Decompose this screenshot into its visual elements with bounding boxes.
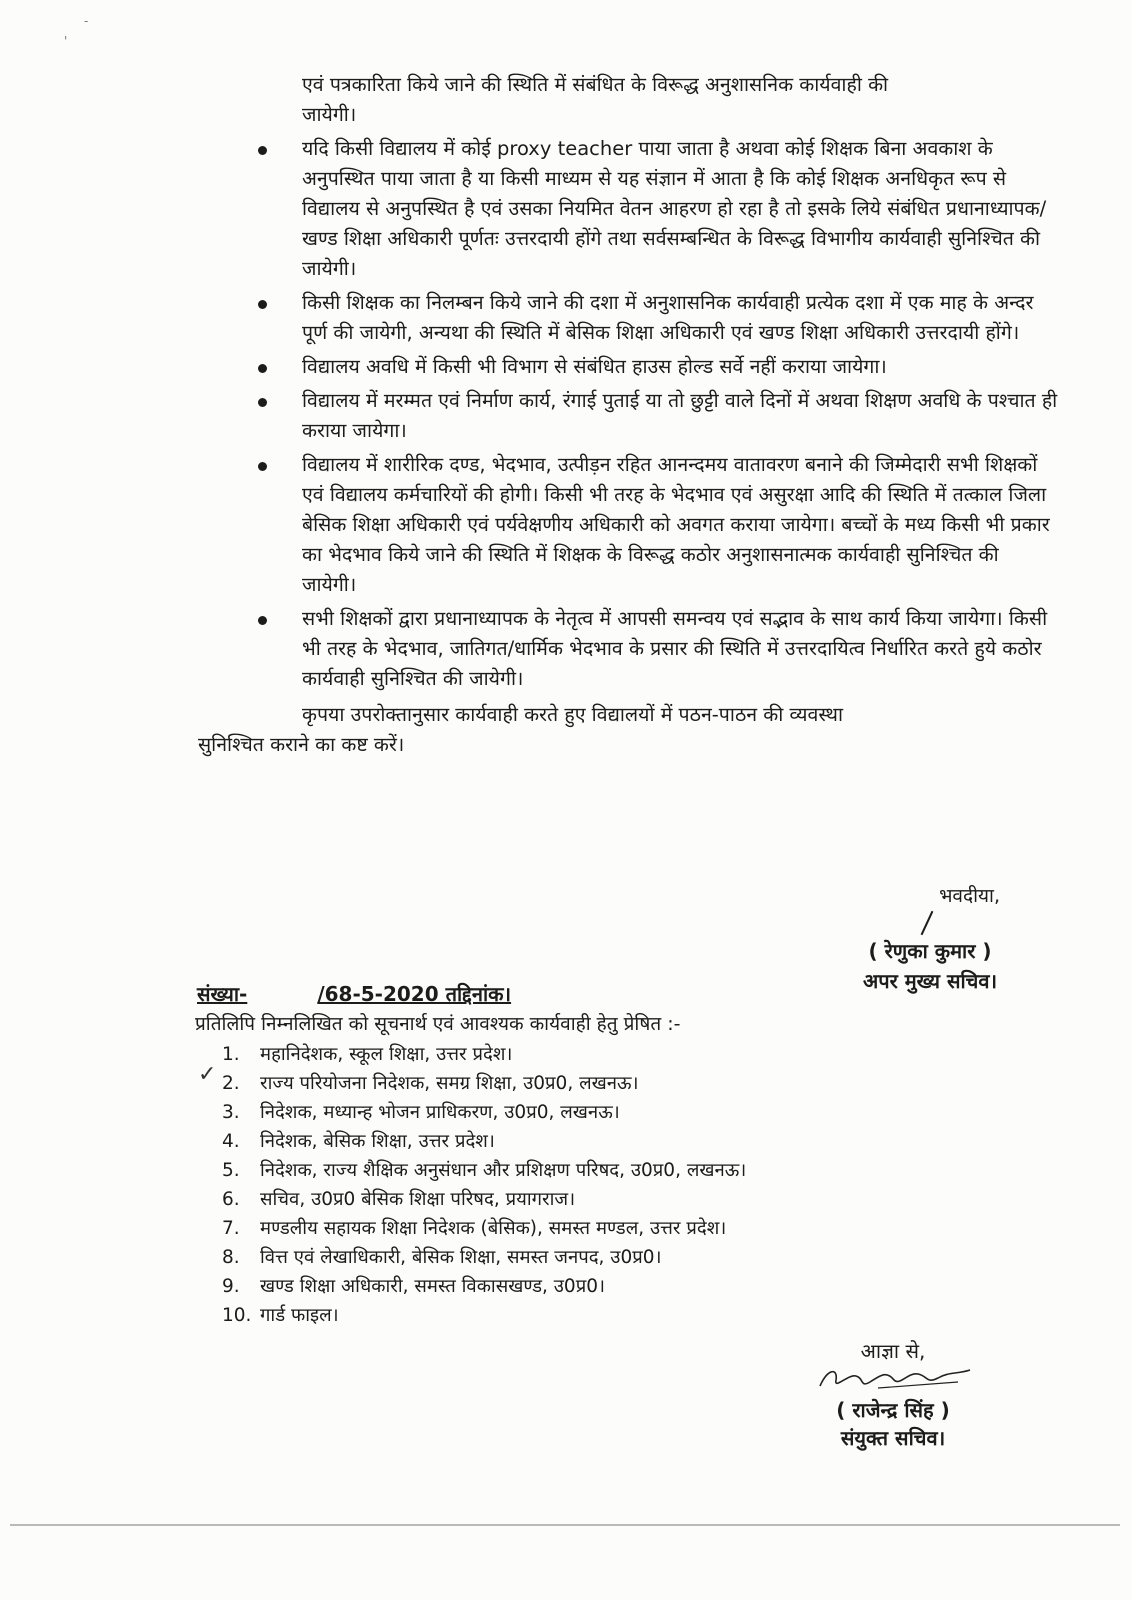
by-order-text: आज्ञा से, bbox=[860, 1339, 926, 1363]
bullet-text: सभी शिक्षकों द्वारा प्रधानाध्यापक के नेतृत्व में आपसी समन्वय एवं सद्भाव के साथ कार्य किया जायेगा। किसी भी तरह के भेदभाव, जातिगत/धार्मिक भेदभाव के प्रसार की स्थिति में उत्तरदायित्व निर्धारित करते हुये कठोर कार्यवाही सुनिश्चित की जायेगी। bbox=[302, 607, 1048, 690]
list-item: 1. महानिदेशक, स्कूल शिक्षा, उत्तर प्रदेश। bbox=[222, 1044, 513, 1065]
reference-value: /68-5-2020 तद्दिनांक। bbox=[317, 982, 512, 1006]
handwritten-signature-icon bbox=[808, 1364, 978, 1392]
list-item: 9. खण्ड शिक्षा अधिकारी, समस्त विकासखण्ड, उ0प्र0। bbox=[222, 1276, 605, 1297]
closing-paragraph bbox=[198, 700, 1058, 760]
signature-stroke-icon bbox=[921, 911, 934, 935]
bullet-text: विद्यालय में मरम्मत एवं निर्माण कार्य, रंगाई पुताई या तो छुट्टी वाले दिनों में अथवा शिक्षण अवधि के पश्चात ही कराया जायेगा। bbox=[302, 389, 1058, 442]
signatory-name: ( राजेन्द्र सिंह ) bbox=[836, 1398, 950, 1422]
list-item: 8. वित्त एवं लेखाधिकारी, बेसिक शिक्षा, समस्त जनपद, उ0प्र0। bbox=[222, 1247, 662, 1268]
bullet-item bbox=[258, 604, 1058, 694]
bullet-icon bbox=[258, 300, 267, 309]
bullet-text: विद्यालय में शारीरिक दण्ड, भेदभाव, उत्पीड़न रहित आनन्दमय वातावरण बनाने की जिम्मेदारी सभी शिक्षकों एवं विद्यालय कर्मचारियों की होगी। किसी भी तरह के भेदभाव एवं असुरक्षा आदि की स्थिति में तत्काल जिला बेसिक शिक्षा अधिकारी एवं पर्यवेक्षणीय अधिकारी को अवगत कराया जायेगा। बच्चों के मध्य किसी भी प्रकार का भेदभाव किये जाने की स्थिति में शिक्षक के विरूद्ध कठोर अनुशासनात्मक कार्यवाही सुनिश्चित की जायेगी। bbox=[302, 453, 1050, 596]
bullet-text: विद्यालय अवधि में किसी भी विभाग से संबंधित हाउस होल्ड सर्वे नहीं कराया जायेगा। bbox=[302, 355, 887, 378]
closing-line: कृपया उपरोक्तानुसार कार्यवाही करते हुए विद्यालयों में पठन-पाठन की व्यवस्था bbox=[302, 703, 844, 726]
closing-line: सुनिश्चित कराने का कष्ट करें। bbox=[198, 733, 405, 756]
bullet-icon bbox=[258, 398, 267, 407]
bullet-text: किसी शिक्षक का निलम्बन किये जाने की दशा में अनुशासनिक कार्यवाही प्रत्येक दशा में एक माह के अन्दर पूर्ण की जायेगी, अन्यथा की स्थिति में बेसिक शिक्षा अधिकारी एवं खण्ड शिक्षा अधिकारी उत्तरदायी होंगे। bbox=[302, 291, 1034, 344]
bullet-icon bbox=[258, 616, 267, 625]
signoff-text: भवदीया, bbox=[939, 885, 1000, 907]
signatory-designation: संयुक्त सचिव। bbox=[840, 1426, 946, 1450]
handwritten-tick-icon: ✓ bbox=[198, 1062, 217, 1087]
bullet-icon bbox=[258, 364, 267, 373]
list-item: 4. निदेशक, बेसिक शिक्षा, उत्तर प्रदेश। bbox=[222, 1131, 495, 1152]
bullet-item bbox=[258, 134, 1058, 284]
list-item: 7. मण्डलीय सहायक शिक्षा निदेशक (बेसिक), समस्त मण्डल, उत्तर प्रदेश। bbox=[222, 1218, 727, 1239]
bullet-icon bbox=[258, 462, 267, 471]
bullet-icon bbox=[258, 146, 267, 155]
signatory-name: ( रेणुका कुमार ) bbox=[868, 939, 992, 963]
paragraph-line: जायेगी। bbox=[302, 103, 357, 126]
bullet-item bbox=[258, 288, 1058, 348]
bullet-item bbox=[258, 352, 1058, 382]
letter-body bbox=[198, 70, 1058, 760]
bullet-text: यदि किसी विद्यालय में कोई proxy teacher पाया जाता है अथवा कोई शिक्षक बिना अवकाश के अनुपस्थित पाया जाता है या किसी माध्यम से यह संज्ञान में आता है कि कोई शिक्षक अनधिकृत रूप से विद्यालय से अनुपस्थित है एवं उसका नियमित वेतन आहरण हो रहा है तो इसके लिये संबंधित प्रधानाध्यापक/खण्ड शिक्षा अधिकारी पूर्णतः उत्तरदायी होंगे तथा सर्वसम्बन्धित के विरूद्ध विभागीय कार्यवाही सुनिश्चित की जायेगी। bbox=[302, 137, 1047, 280]
list-item: 3. निदेशक, मध्यान्ह भोजन प्राधिकरण, उ0प्र0, लखनऊ। bbox=[222, 1102, 620, 1123]
signature-block-main bbox=[830, 882, 1030, 996]
copy-recipient-list bbox=[222, 1040, 922, 1330]
scan-speck: - bbox=[84, 14, 89, 28]
list-item: 10. गार्ड फाइल। bbox=[222, 1305, 339, 1326]
list-item: 6. सचिव, उ0प्र0 बेसिक शिक्षा परिषद, प्रयागराज। bbox=[222, 1189, 576, 1210]
scan-speck: ' bbox=[64, 34, 68, 48]
continued-paragraph bbox=[258, 70, 1058, 130]
reference-label: संख्या- bbox=[197, 982, 248, 1006]
bullet-item bbox=[258, 386, 1058, 446]
signatory-designation: अपर मुख्य सचिव। bbox=[862, 969, 998, 993]
list-item: 5. निदेशक, राज्य शैक्षिक अनुसंधान और प्रशिक्षण परिषद, उ0प्र0, लखनऊ। bbox=[222, 1160, 747, 1181]
list-item: 2. राज्य परियोजना निदेशक, समग्र शिक्षा, उ0प्र0, लखनऊ। bbox=[222, 1073, 639, 1094]
signature-block-order bbox=[808, 1338, 978, 1452]
bullet-item bbox=[258, 450, 1058, 600]
page-bottom-rule bbox=[10, 1524, 1120, 1526]
reference-number bbox=[197, 980, 511, 1008]
copy-to-heading: प्रतिलिपि निम्नलिखित को सूचनार्थ एवं आवश्यक कार्यवाही हेतु प्रेषित :- bbox=[195, 1013, 681, 1035]
paragraph-line: एवं पत्रकारिता किये जाने की स्थिति में संबंधित के विरूद्ध अनुशासनिक कार्यवाही की bbox=[302, 73, 889, 96]
